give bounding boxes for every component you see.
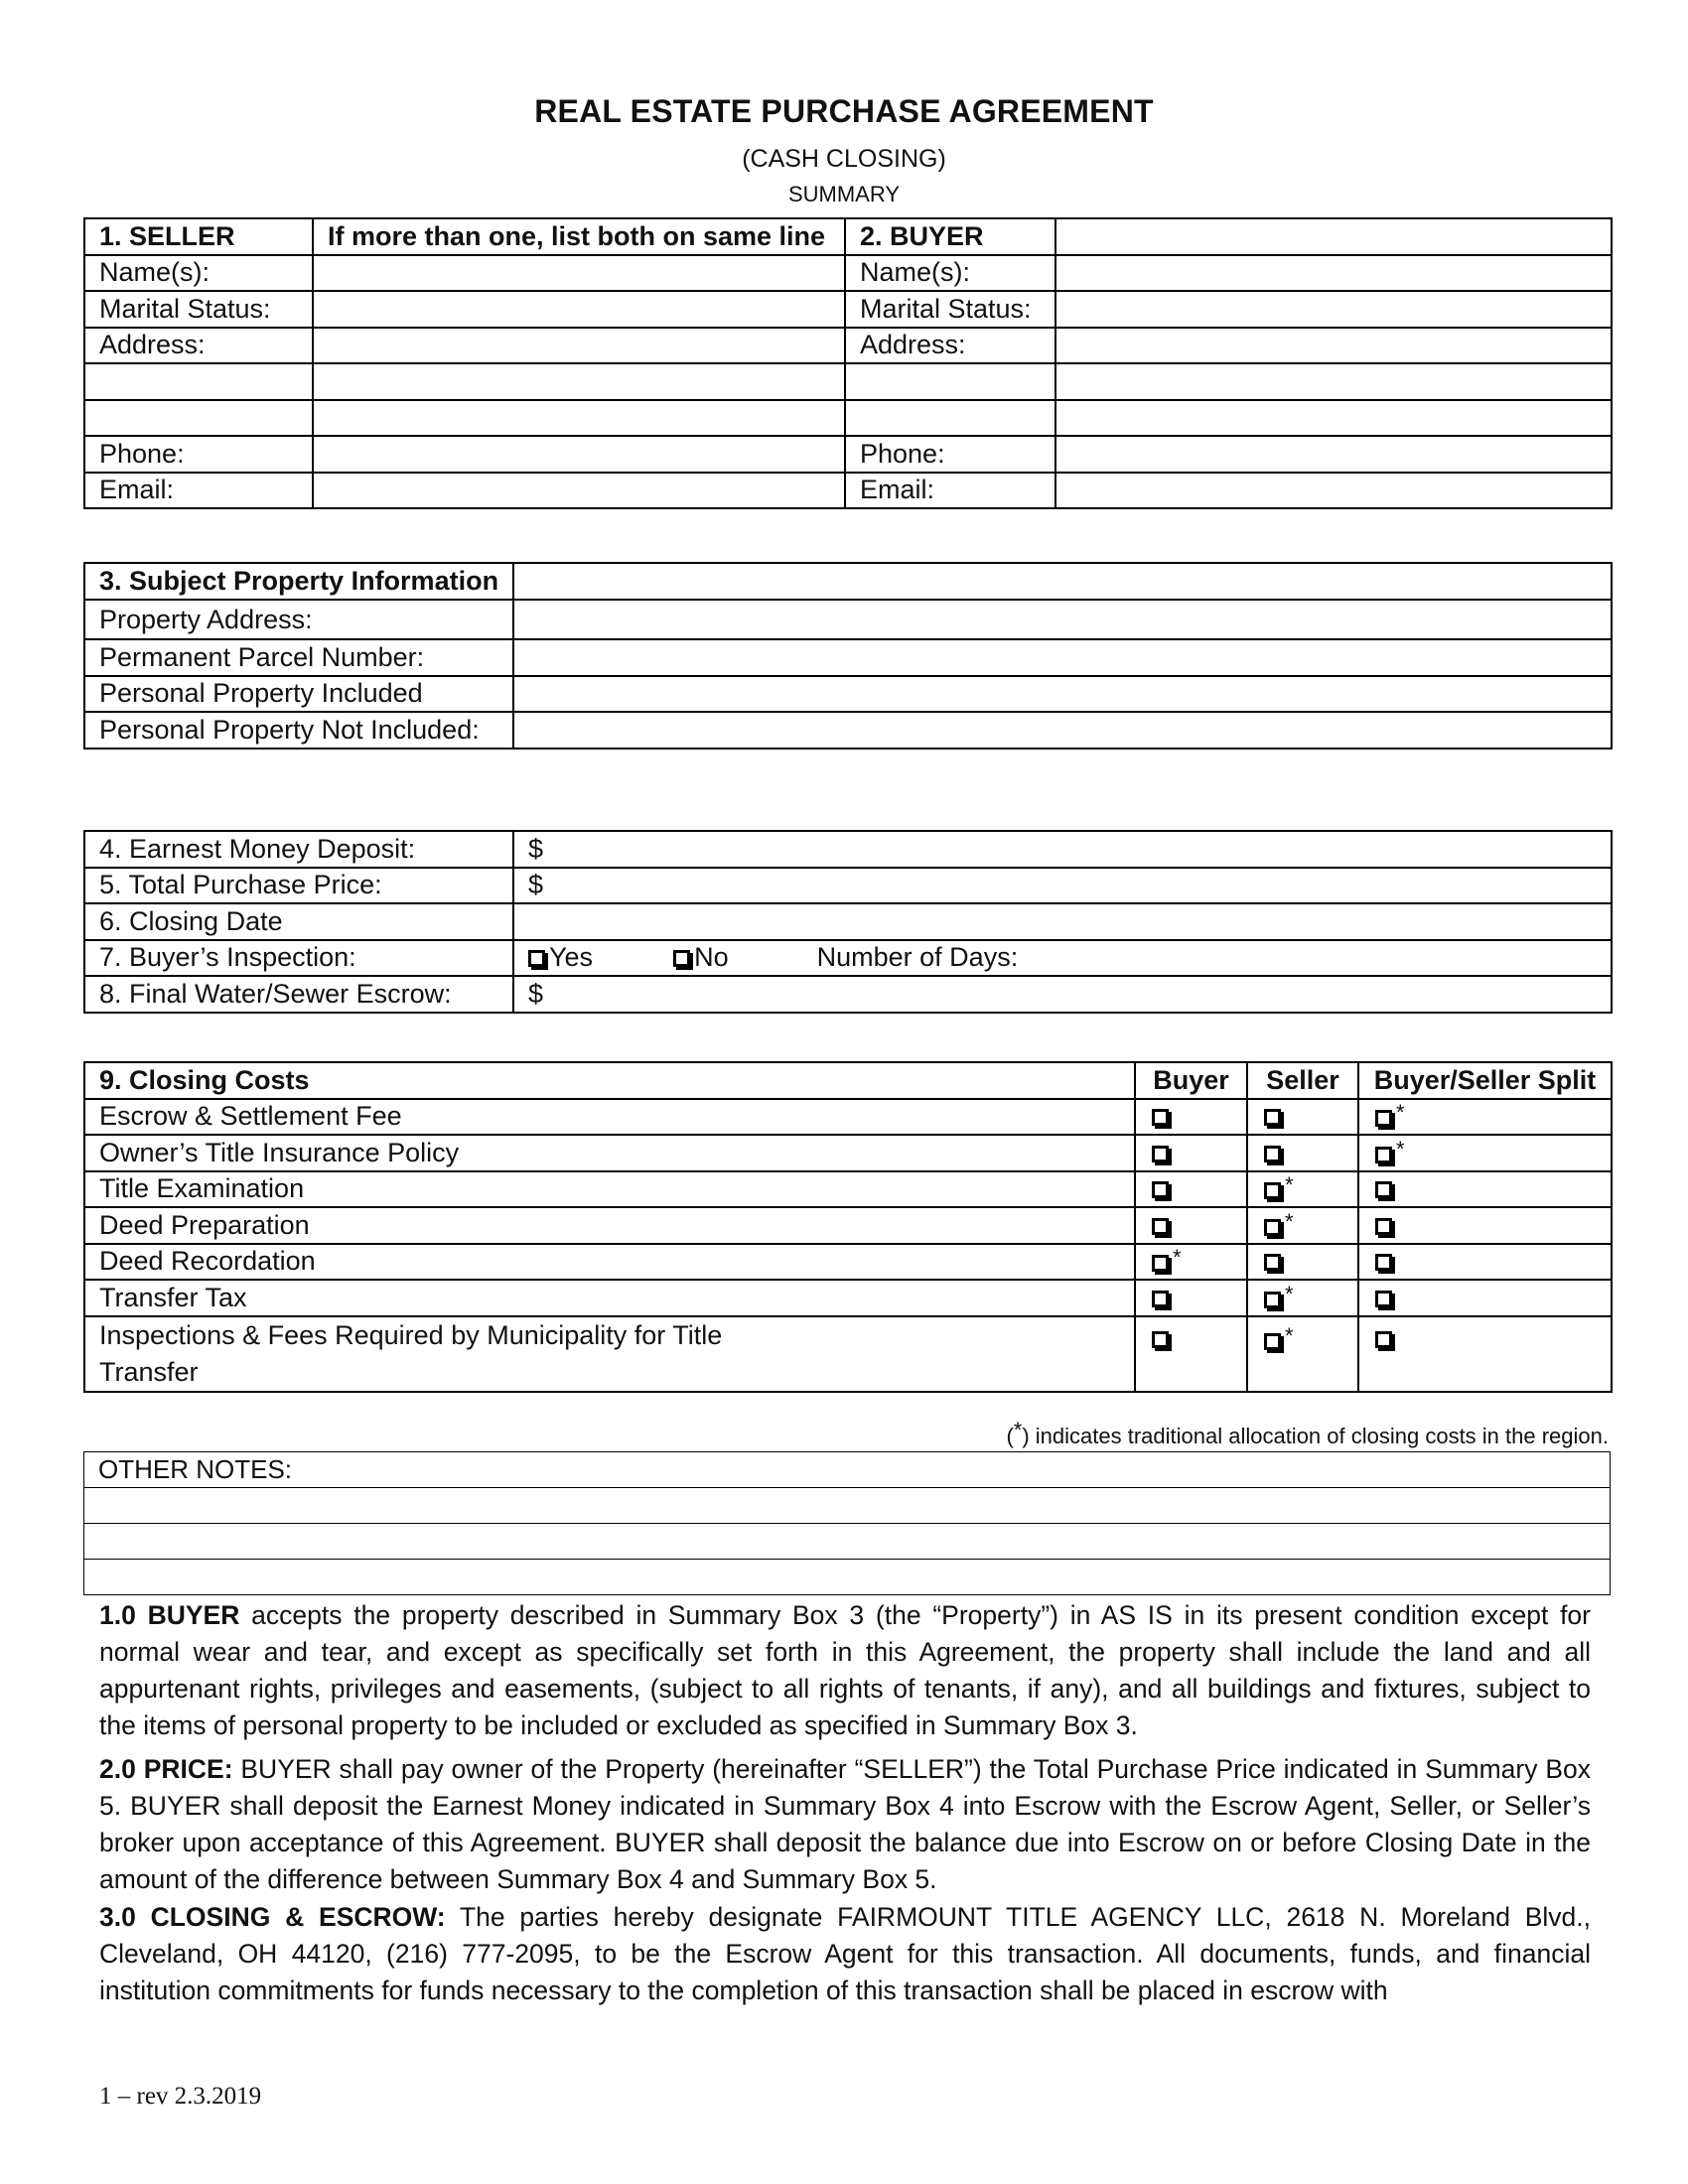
seller-marital-label: Marital Status:	[84, 291, 313, 328]
closing-cost-label-text: Inspections & Fees Required by Municipality for Title Transfer	[99, 1319, 723, 1387]
closing-cost-seller-cell	[1247, 1316, 1358, 1392]
page-footer: 1 – rev 2.3.2019	[99, 2083, 262, 2110]
closing-cost-split-cell	[1358, 1099, 1612, 1136]
checkbox-icon[interactable]	[1375, 1254, 1392, 1271]
buyer-email-field[interactable]	[1055, 473, 1612, 509]
checkbox-icon[interactable]	[1152, 1331, 1169, 1348]
section-heading: 3.0 CLOSING & ESCROW:	[99, 1902, 446, 1932]
checkbox-icon[interactable]	[1152, 1291, 1169, 1307]
checkbox-icon[interactable]	[1375, 1291, 1392, 1307]
inspection-no-option[interactable]	[673, 942, 729, 972]
closing-cost-buyer-cell	[1135, 1135, 1247, 1171]
closing-cost-seller-cell	[1247, 1207, 1358, 1244]
seller-address-line3-field[interactable]	[313, 400, 845, 437]
purchase-price-label: 5. Total Purchase Price:	[84, 868, 513, 904]
buyer-address-field[interactable]	[1055, 328, 1612, 364]
other-notes-table	[83, 1451, 1611, 1595]
section-text: accepts the property described in Summary Box 3 (the “Property”) in AS IS in its present condition except for normal wear and tear, and except as specifically set forth in this Agreement, the property shall include the land and all appurtenant rights, privileges and easements, (subject to all rights of tenants, if any), and all buildings and fixtures, subject to the items of personal property to be included or excluded as specified in Summary Box 3.	[99, 1600, 1591, 1740]
closing-cost-label: Transfer Tax	[84, 1280, 1135, 1316]
personal-property-excluded-field[interactable]	[513, 712, 1612, 749]
checkbox-icon[interactable]	[528, 950, 545, 967]
closing-cost-buyer-cell	[1135, 1280, 1247, 1316]
buyer-header: 2. BUYER	[845, 218, 1055, 255]
closing-cost-seller-cell	[1247, 1280, 1358, 1316]
inspection-options	[513, 940, 1612, 977]
closing-cost-label: Escrow & Settlement Fee	[84, 1099, 1135, 1136]
closing-date-field[interactable]	[513, 903, 1612, 940]
closing-cost-seller-cell	[1247, 1244, 1358, 1281]
closing-cost-row	[84, 1171, 1612, 1208]
buyer-address-line3-field[interactable]	[1055, 400, 1612, 437]
closing-cost-split-cell	[1358, 1207, 1612, 1244]
buyer-address-line2-label	[845, 363, 1055, 400]
inspection-days-label: Number of Days:	[816, 942, 1019, 973]
seller-header: 1. SELLER	[84, 218, 313, 255]
closing-cost-label: Owner’s Title Insurance Policy	[84, 1135, 1135, 1171]
seller-address-line3-label	[84, 400, 313, 437]
closing-cost-buyer-cell	[1135, 1207, 1247, 1244]
checkbox-icon[interactable]	[1264, 1109, 1281, 1126]
closing-cost-row	[84, 1135, 1612, 1171]
closing-cost-seller-cell	[1247, 1135, 1358, 1171]
traditional-allocation-star: *	[1396, 1100, 1405, 1126]
closing-cost-split-cell	[1358, 1244, 1612, 1281]
seller-email-label: Email:	[84, 473, 313, 509]
footnote-star: *	[1013, 1418, 1023, 1442]
earnest-money-label: 4. Earnest Money Deposit:	[84, 831, 513, 868]
traditional-allocation-star: *	[1173, 1245, 1182, 1271]
closing-cost-split-cell	[1358, 1280, 1612, 1316]
traditional-allocation-star: *	[1285, 1172, 1294, 1198]
seller-phone-field[interactable]	[313, 436, 845, 473]
property-header: 3. Subject Property Information	[84, 563, 513, 600]
checkbox-icon[interactable]	[1152, 1218, 1169, 1235]
inspection-yes-label: Yes	[549, 942, 594, 973]
closing-cost-seller-cell	[1247, 1171, 1358, 1208]
seller-address-line2-label	[84, 363, 313, 400]
property-header-blank	[513, 563, 1612, 600]
checkbox-icon[interactable]	[1152, 1255, 1169, 1272]
closing-cost-split-cell	[1358, 1316, 1612, 1392]
checkbox-icon[interactable]	[1375, 1181, 1392, 1198]
closing-cost-buyer-cell	[1135, 1171, 1247, 1208]
closing-cost-row	[84, 1244, 1612, 1281]
personal-property-excluded-label: Personal Property Not Included:	[84, 712, 513, 749]
purchase-price-field[interactable]: $	[513, 868, 1612, 904]
inspection-no-label: No	[694, 942, 729, 973]
traditional-allocation-star: *	[1396, 1136, 1405, 1161]
seller-name-field[interactable]	[313, 255, 845, 292]
water-sewer-escrow-label: 8. Final Water/Sewer Escrow:	[84, 976, 513, 1013]
property-table	[83, 562, 1613, 750]
closing-costs-footnote: (*) indicates traditional allocation of closing costs in the region.	[1006, 1418, 1609, 1448]
other-notes-label: OTHER NOTES:	[84, 1452, 1611, 1488]
other-notes-line[interactable]	[84, 1524, 1611, 1560]
parties-table	[83, 217, 1613, 509]
closing-cost-row	[84, 1316, 1612, 1392]
seller-email-field[interactable]	[313, 473, 845, 509]
inspection-yes-option[interactable]	[528, 942, 593, 972]
checkbox-icon[interactable]	[1375, 1331, 1392, 1348]
water-sewer-escrow-field[interactable]: $	[513, 976, 1612, 1013]
terms-table	[83, 830, 1613, 1014]
section-text: BUYER shall pay owner of the Property (hereinafter “SELLER”) the Total Purchase Price indicated in Summary Box 5. BUYER shall deposit the Earnest Money indicated in Summary Box 4 into Escrow with the Escrow Agent, Seller, or Seller’s broker upon acceptance of this Agreement. BUYER shall deposit the balance due into Escrow on or before Closing Date in the amount of the difference between Summary Box 4 and Summary Box 5.	[99, 1754, 1591, 1894]
closing-cost-split-cell	[1358, 1171, 1612, 1208]
checkbox-icon[interactable]	[1152, 1181, 1169, 1198]
seller-phone-label: Phone:	[84, 436, 313, 473]
buyer-address-label: Address:	[845, 328, 1055, 364]
closing-cost-row	[84, 1099, 1612, 1136]
checkbox-icon[interactable]	[1264, 1219, 1281, 1236]
closing-costs-header: 9. Closing Costs	[84, 1062, 1135, 1099]
checkbox-icon[interactable]	[1375, 1110, 1392, 1127]
other-notes-line[interactable]	[84, 1560, 1611, 1595]
closing-cost-row	[84, 1280, 1612, 1316]
closing-date-label: 6. Closing Date	[84, 903, 513, 940]
checkbox-icon[interactable]	[673, 950, 690, 967]
personal-property-included-label: Personal Property Included	[84, 676, 513, 713]
seller-address-label: Address:	[84, 328, 313, 364]
property-address-field[interactable]	[513, 600, 1612, 640]
footnote-text: ) indicates traditional allocation of closing costs in the region.	[1022, 1424, 1609, 1448]
buyer-email-label: Email:	[845, 473, 1055, 509]
section-heading: 2.0 PRICE:	[99, 1754, 233, 1784]
closing-cost-label: Deed Recordation	[84, 1244, 1135, 1281]
section-heading: 1.0 BUYER	[99, 1600, 240, 1630]
section-text: The parties hereby designate FAIRMOUNT TITLE AGENCY LLC, 2618 N. Moreland Blvd., Cleveland, OH 44120, (216) 777-2095, to be the Escrow Agent for this transaction. All documents, funds, and financial institution commitments for funds necessary to the completion of this transaction shall be placed in escrow with	[99, 1902, 1591, 2005]
other-notes-line[interactable]	[84, 1488, 1611, 1524]
page-subtitle: (CASH CLOSING)	[742, 145, 946, 173]
closing-cost-buyer-cell	[1135, 1099, 1247, 1136]
closing-cost-label: Title Examination	[84, 1171, 1135, 1208]
buyer-header-blank	[1055, 218, 1612, 255]
closing-cost-label: Deed Preparation	[84, 1207, 1135, 1244]
seller-name-label: Name(s):	[84, 255, 313, 292]
checkbox-icon[interactable]	[1264, 1182, 1281, 1199]
closing-cost-seller-cell	[1247, 1099, 1358, 1136]
buyer-marital-label: Marital Status:	[845, 291, 1055, 328]
buyer-phone-label: Phone:	[845, 436, 1055, 473]
closing-cost-row	[84, 1207, 1612, 1244]
checkbox-icon[interactable]	[1264, 1254, 1281, 1271]
closing-cost-buyer-cell	[1135, 1244, 1247, 1281]
column-seller: Seller	[1247, 1062, 1358, 1099]
seller-marital-field[interactable]	[313, 291, 845, 328]
column-split: Buyer/Seller Split	[1358, 1062, 1612, 1099]
traditional-allocation-star: *	[1285, 1322, 1294, 1348]
seller-address-field[interactable]	[313, 328, 845, 364]
summary-label: SUMMARY	[787, 182, 901, 206]
buyer-address-line3-label	[845, 400, 1055, 437]
checkbox-icon[interactable]	[1375, 1218, 1392, 1235]
closing-costs-table	[83, 1061, 1613, 1393]
parcel-number-label: Permanent Parcel Number:	[84, 639, 513, 676]
section-closing-escrow	[99, 1899, 1591, 2009]
checkbox-icon[interactable]	[1152, 1109, 1169, 1126]
checkbox-icon[interactable]	[1375, 1147, 1392, 1163]
parcel-number-field[interactable]	[513, 639, 1612, 676]
buyer-phone-field[interactable]	[1055, 436, 1612, 473]
closing-cost-label	[84, 1316, 1135, 1392]
traditional-allocation-star: *	[1285, 1281, 1294, 1306]
page-title: REAL ESTATE PURCHASE AGREEMENT	[534, 93, 1154, 129]
buyer-address-line2-field[interactable]	[1055, 363, 1612, 400]
closing-cost-buyer-cell	[1135, 1316, 1247, 1392]
seller-hint: If more than one, list both on same line	[313, 218, 845, 255]
buyer-marital-field[interactable]	[1055, 291, 1612, 328]
earnest-money-field[interactable]: $	[513, 831, 1612, 868]
section-price	[99, 1751, 1591, 1898]
inspection-label: 7. Buyer’s Inspection:	[84, 940, 513, 977]
traditional-allocation-star: *	[1285, 1208, 1294, 1234]
checkbox-icon[interactable]	[1264, 1333, 1281, 1350]
column-buyer: Buyer	[1135, 1062, 1247, 1099]
seller-address-line2-field[interactable]	[313, 363, 845, 400]
section-buyer	[99, 1597, 1591, 1744]
buyer-name-field[interactable]	[1055, 255, 1612, 292]
personal-property-included-field[interactable]	[513, 676, 1612, 713]
checkbox-icon[interactable]	[1264, 1292, 1281, 1308]
checkbox-icon[interactable]	[1152, 1146, 1169, 1162]
checkbox-icon[interactable]	[1264, 1146, 1281, 1162]
closing-cost-split-cell	[1358, 1135, 1612, 1171]
property-address-label: Property Address:	[84, 600, 513, 640]
buyer-name-label: Name(s):	[845, 255, 1055, 292]
